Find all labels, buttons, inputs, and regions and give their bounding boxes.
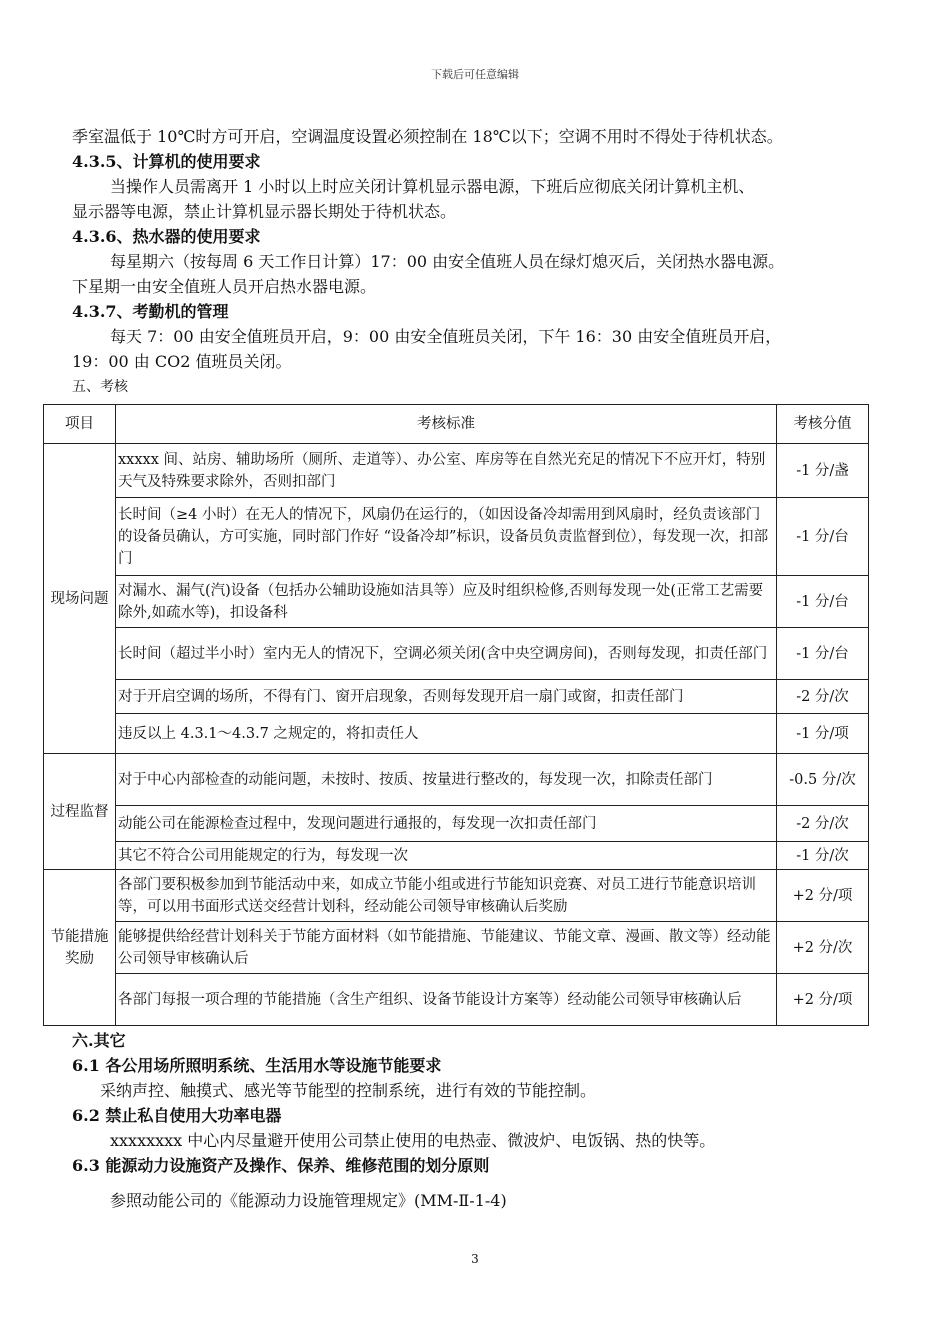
score-cell: -1 分/台 — [777, 576, 869, 628]
score-cell: -0.5 分/次 — [777, 754, 869, 806]
category-cell: 过程监督 — [44, 754, 116, 870]
table-row — [44, 576, 869, 628]
score-cell: -1 分/次 — [777, 842, 869, 870]
table-row — [44, 498, 869, 576]
score-cell: -1 分/台 — [777, 628, 869, 680]
score-cell: -2 分/次 — [777, 806, 869, 842]
category-cell: 节能措施奖励 — [44, 870, 116, 1026]
criteria-cell: 对于中心内部检查的动能问题，未按时、按质、按量进行整改的，每发现一次，扣除责任部门 — [116, 754, 777, 806]
paragraph-line: 当操作人员需离开 1 小时以上时应关闭计算机显示器电源，下班后应彻底关闭计算机主机、 — [110, 177, 755, 196]
paragraph-line: 19：00 由 CO2 值班员关闭。 — [72, 352, 292, 371]
heading-6-3: 6.3 能源动力设施资产及操作、保养、维修范围的划分原则 — [72, 1156, 490, 1175]
criteria-cell: 长时间（≥4 小时）在无人的情况下，风扇仍在运行的，（如因设备冷却需用到风扇时，经负责该部门的设备员确认，方可实施，同时部门作好 “设备冷却”标识，设备员负责监督到位），每发现一次，扣部门 — [116, 498, 777, 576]
assessment-table — [43, 404, 869, 1026]
score-cell: -1 分/台 — [777, 498, 869, 576]
table-row — [44, 680, 869, 714]
table-row — [44, 444, 869, 498]
page-number: 3 — [471, 1252, 479, 1266]
table-row — [44, 714, 869, 754]
criteria-cell: 各部门每报一项合理的节能措施（含生产组织、设备节能设计方案等）经动能公司领导审核确认后 — [116, 974, 777, 1026]
heading-6-1: 6.1 各公用场所照明系统、生活用水等设施节能要求 — [72, 1056, 442, 1075]
column-header-item: 项目 — [44, 405, 116, 444]
table-header-row — [44, 405, 869, 444]
criteria-cell: 其它不符合公司用能规定的行为，每发现一次 — [116, 842, 777, 870]
score-cell: -2 分/次 — [777, 680, 869, 714]
column-header-score: 考核分值 — [777, 405, 869, 444]
category-cell: 现场问题 — [44, 444, 116, 754]
paragraph-line: 下星期一由安全值班人员开启热水器电源。 — [72, 277, 377, 296]
table-row — [44, 754, 869, 806]
score-cell: +2 分/项 — [777, 870, 869, 922]
paragraph-line: 采纳声控、触摸式、感光等节能型的控制系统，进行有效的节能控制。 — [100, 1081, 597, 1100]
paragraph-line: xxxxxxxx 中心内尽量避开使用公司禁止使用的电热壶、微波炉、电饭锅、热的快等。 — [110, 1131, 716, 1150]
paragraph-line: 参照动能公司的《能源动力设施管理规定》(MM-Ⅱ-1-4) — [110, 1191, 507, 1210]
score-cell: +2 分/项 — [777, 974, 869, 1026]
heading-4-3-5: 4.3.5、计算机的使用要求 — [72, 152, 261, 171]
paragraph-line: 每星期六（按每周 6 天工作日计算）17：00 由安全值班人员在绿灯熄灭后，关闭热水器电源。 — [110, 252, 785, 271]
criteria-cell: 对漏水、漏气(汽)设备（包括办公辅助设施如洁具等）应及时组织检修,否则每发现一处(正常工艺需要除外,如疏水等)，扣设备科 — [116, 576, 777, 628]
table-row — [44, 974, 869, 1026]
heading-section-6: 六.其它 — [72, 1031, 126, 1050]
table-row — [44, 842, 869, 870]
page-header: 下载后可任意编辑 — [431, 68, 519, 81]
column-header-criteria: 考核标准 — [116, 405, 777, 444]
criteria-cell: 长时间（超过半小时）室内无人的情况下，空调必须关闭(含中央空调房间)，否则每发现，扣责任部门 — [116, 628, 777, 680]
table-row — [44, 922, 869, 974]
table-row — [44, 628, 869, 680]
heading-4-3-7: 4.3.7、考勤机的管理 — [72, 302, 229, 321]
score-cell: -1 分/项 — [777, 714, 869, 754]
criteria-cell: 对于开启空调的场所，不得有门、窗开启现象，否则每发现开启一扇门或窗，扣责任部门 — [116, 680, 777, 714]
paragraph-line: 每天 7：00 由安全值班员开启，9：00 由安全值班员关闭，下午 16：30 由安全值班员开启， — [110, 327, 782, 346]
paragraph-line: 显示器等电源，禁止计算机显示器长期处于待机状态。 — [72, 202, 457, 221]
criteria-cell: 能够提供给经营计划科关于节能方面材料（如节能措施、节能建议、节能文章、漫画、散文等）经动能公司领导审核确认后 — [116, 922, 777, 974]
criteria-cell: xxxxx 间、站房、辅助场所（厕所、走道等）、办公室、库房等在自然光充足的情况下不应开灯，特别天气及特殊要求除外，否则扣部门 — [116, 444, 777, 498]
criteria-cell: 各部门要积极参加到节能活动中来，如成立节能小组或进行节能知识竞赛、对员工进行节能意识培训等，可以用书面形式送交经营计划科，经动能公司领导审核确认后奖励 — [116, 870, 777, 922]
heading-4-3-6: 4.3.6、热水器的使用要求 — [72, 227, 261, 246]
score-cell: -1 分/盏 — [777, 444, 869, 498]
table-row — [44, 806, 869, 842]
table-row — [44, 870, 869, 922]
paragraph-line: 季室温低于 10℃时方可开启，空调温度设置必须控制在 18℃以下；空调不用时不得处于待机状态。 — [72, 127, 783, 146]
heading-6-2: 6.2 禁止私自使用大功率电器 — [72, 1106, 282, 1125]
score-cell: +2 分/次 — [777, 922, 869, 974]
heading-section-5: 五、考核 — [72, 379, 128, 395]
criteria-cell: 动能公司在能源检查过程中，发现问题进行通报的，每发现一次扣责任部门 — [116, 806, 777, 842]
criteria-cell: 违反以上 4.3.1～4.3.7 之规定的，将扣责任人 — [116, 714, 777, 754]
